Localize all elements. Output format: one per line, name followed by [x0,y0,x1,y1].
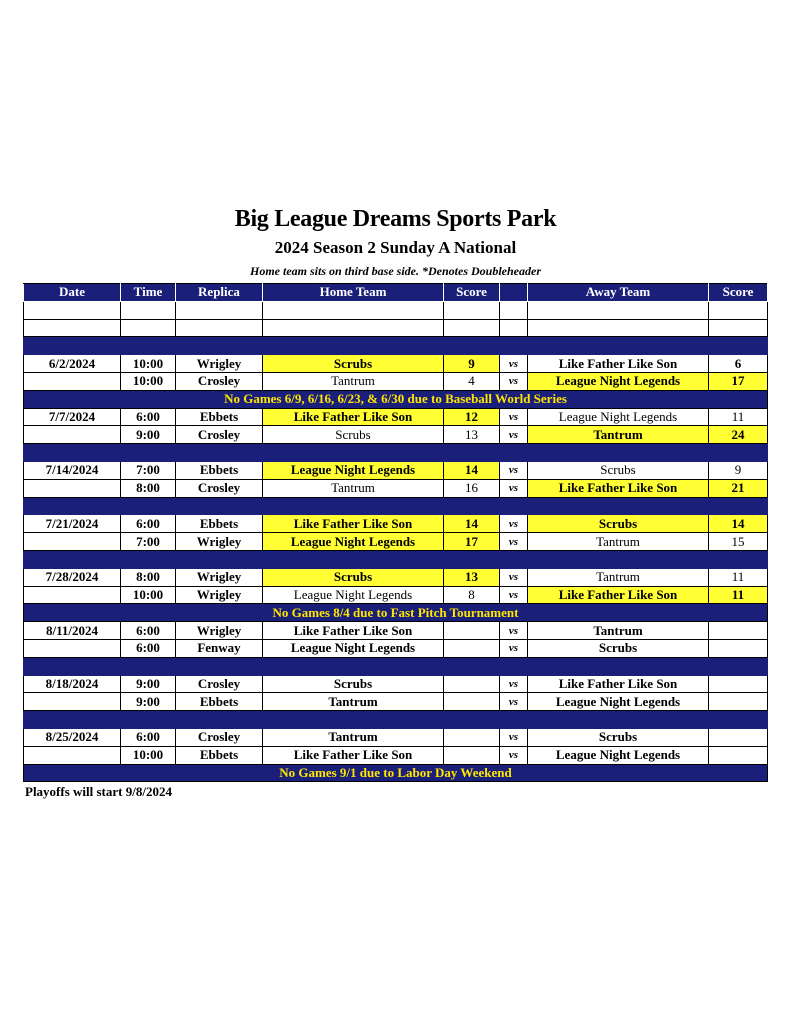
table-row [24,355,768,373]
band-cell [528,657,709,675]
replica-field: Ebbets [176,408,263,426]
away-team: Scrubs [528,515,709,533]
away-score [709,693,768,711]
away-score: 24 [709,426,768,444]
empty-cell [528,319,709,337]
empty-cell [263,301,444,319]
home-team: League Night Legends [263,533,444,551]
band-cell [176,337,263,355]
game-date [24,372,121,390]
band-cell [121,444,176,462]
away-score [709,639,768,657]
home-team: Like Father Like Son [263,408,444,426]
schedule-table [23,283,768,782]
band-cell [500,711,528,729]
game-time: 7:00 [121,461,176,479]
band-cell [500,337,528,355]
band-cell [121,497,176,515]
home-team: League Night Legends [263,461,444,479]
vs-label: vs [500,461,528,479]
replica-field: Ebbets [176,515,263,533]
away-team: Tantrum [528,622,709,640]
band-cell [444,711,500,729]
band-cell [528,337,709,355]
band-cell [121,550,176,568]
game-date [24,479,121,497]
game-date [24,746,121,764]
band-cell [444,337,500,355]
band-cell [176,657,263,675]
home-team: Tantrum [263,479,444,497]
away-team: League Night Legends [528,372,709,390]
table-row [24,515,768,533]
vs-label: vs [500,746,528,764]
away-team: Like Father Like Son [528,479,709,497]
empty-cell [500,319,528,337]
band-cell [709,337,768,355]
band-cell [176,550,263,568]
game-date [24,426,121,444]
away-team: Scrubs [528,728,709,746]
away-score: 15 [709,533,768,551]
band-cell [263,337,444,355]
band-cell [444,550,500,568]
band-cell [709,550,768,568]
vs-label: vs [500,693,528,711]
away-team: Scrubs [528,461,709,479]
separator-band [24,550,768,568]
replica-field: Crosley [176,372,263,390]
empty-cell [500,301,528,319]
band-cell [500,550,528,568]
band-cell [528,444,709,462]
home-team: Scrubs [263,568,444,586]
away-team: Like Father Like Son [528,586,709,604]
home-score [444,728,500,746]
away-team: Tantrum [528,568,709,586]
game-date [24,586,121,604]
header-away-team: Away Team [528,284,709,302]
empty-cell [121,319,176,337]
separator-band [24,337,768,355]
game-time: 10:00 [121,586,176,604]
home-score: 4 [444,372,500,390]
game-time: 6:00 [121,728,176,746]
table-row [24,408,768,426]
band-cell [500,444,528,462]
empty-cell [444,301,500,319]
band-cell [121,337,176,355]
vs-label: vs [500,426,528,444]
table-row [24,639,768,657]
vs-label: vs [500,515,528,533]
away-team: League Night Legends [528,693,709,711]
game-date [24,533,121,551]
away-team: Like Father Like Son [528,675,709,693]
away-score: 9 [709,461,768,479]
game-time: 9:00 [121,426,176,444]
band-cell [24,657,121,675]
game-time: 6:00 [121,622,176,640]
away-score: 11 [709,568,768,586]
header-time: Time [121,284,176,302]
band-cell [24,444,121,462]
game-date: 8/18/2024 [24,675,121,693]
away-score [709,746,768,764]
game-time: 8:00 [121,479,176,497]
empty-cell [444,319,500,337]
band-cell [444,657,500,675]
table-row [24,586,768,604]
game-date: 8/11/2024 [24,622,121,640]
home-team: League Night Legends [263,586,444,604]
home-score: 12 [444,408,500,426]
away-score [709,675,768,693]
home-score: 9 [444,355,500,373]
table-header-row [24,284,768,302]
band-cell [528,497,709,515]
replica-field: Crosley [176,728,263,746]
game-time: 10:00 [121,746,176,764]
table-row [24,622,768,640]
vs-label: vs [500,372,528,390]
table-row [24,372,768,390]
home-team: Scrubs [263,355,444,373]
empty-cell [528,301,709,319]
away-score: 6 [709,355,768,373]
table-row [24,693,768,711]
band-cell [176,444,263,462]
empty-cell [121,301,176,319]
game-time: 6:00 [121,639,176,657]
home-team: Scrubs [263,675,444,693]
vs-label: vs [500,675,528,693]
replica-field: Wrigley [176,355,263,373]
away-team: Tantrum [528,533,709,551]
away-team: League Night Legends [528,408,709,426]
empty-row [24,301,768,319]
playoffs-note: Playoffs will start 9/8/2024 [25,784,172,799]
replica-field: Wrigley [176,586,263,604]
band-cell [709,497,768,515]
no-games-notice [24,764,768,782]
notice-text: No Games 8/4 due to Fast Pitch Tournament [24,604,768,622]
schedule-body [24,301,768,782]
away-score: 14 [709,515,768,533]
home-team: League Night Legends [263,639,444,657]
header-vs [500,284,528,302]
game-date [24,639,121,657]
empty-cell [24,301,121,319]
table-row [24,461,768,479]
replica-field: Wrigley [176,622,263,640]
table-row [24,728,768,746]
header-date: Date [24,284,121,302]
separator-band [24,657,768,675]
home-team: Like Father Like Son [263,746,444,764]
home-score [444,639,500,657]
home-score: 13 [444,426,500,444]
away-team: Tantrum [528,426,709,444]
band-cell [500,657,528,675]
away-score [709,622,768,640]
no-games-notice [24,604,768,622]
no-games-notice [24,390,768,408]
band-cell [528,550,709,568]
away-team: League Night Legends [528,746,709,764]
replica-field: Wrigley [176,568,263,586]
replica-field: Crosley [176,426,263,444]
table-row [24,746,768,764]
band-cell [709,657,768,675]
band-cell [24,337,121,355]
away-score: 17 [709,372,768,390]
table-row [24,533,768,551]
game-time: 8:00 [121,568,176,586]
game-time: 9:00 [121,693,176,711]
header-home-score: Score [444,284,500,302]
home-team: Tantrum [263,372,444,390]
game-time: 10:00 [121,355,176,373]
separator-band [24,444,768,462]
page-title: Big League Dreams Sports Park [234,206,557,232]
page-subtitle: 2024 Season 2 Sunday A National [274,238,517,257]
game-date [24,693,121,711]
away-team: Scrubs [528,639,709,657]
band-cell [528,711,709,729]
separator-band [24,711,768,729]
band-cell [24,497,121,515]
band-cell [444,497,500,515]
band-cell [121,657,176,675]
band-cell [24,711,121,729]
vs-label: vs [500,408,528,426]
table-row [24,479,768,497]
replica-field: Ebbets [176,693,263,711]
replica-field: Crosley [176,479,263,497]
notice-text: No Games 9/1 due to Labor Day Weekend [24,764,768,782]
home-team: Tantrum [263,693,444,711]
home-score: 14 [444,461,500,479]
home-team: Like Father Like Son [263,515,444,533]
vs-label: vs [500,479,528,497]
home-score [444,675,500,693]
empty-cell [176,301,263,319]
table-row [24,568,768,586]
replica-field: Wrigley [176,533,263,551]
replica-field: Crosley [176,675,263,693]
band-cell [444,444,500,462]
band-cell [263,550,444,568]
table-row [24,426,768,444]
game-time: 10:00 [121,372,176,390]
home-team: Tantrum [263,728,444,746]
game-date: 7/7/2024 [24,408,121,426]
away-score: 11 [709,586,768,604]
replica-field: Fenway [176,639,263,657]
header-replica: Replica [176,284,263,302]
home-score [444,746,500,764]
notice-text: No Games 6/9, 6/16, 6/23, & 6/30 due to Baseball World Series [24,390,768,408]
vs-label: vs [500,622,528,640]
game-time: 6:00 [121,515,176,533]
away-score [709,728,768,746]
band-cell [176,497,263,515]
home-score: 16 [444,479,500,497]
game-date: 7/21/2024 [24,515,121,533]
band-cell [176,711,263,729]
vs-label: vs [500,639,528,657]
table-row [24,675,768,693]
game-date: 7/28/2024 [24,568,121,586]
game-date: 7/14/2024 [24,461,121,479]
home-team: Like Father Like Son [263,622,444,640]
band-cell [263,497,444,515]
empty-row [24,319,768,337]
game-time: 6:00 [121,408,176,426]
vs-label: vs [500,533,528,551]
empty-cell [709,319,768,337]
vs-label: vs [500,586,528,604]
band-cell [263,657,444,675]
band-cell [121,711,176,729]
header-home-team: Home Team [263,284,444,302]
away-score: 21 [709,479,768,497]
vs-label: vs [500,728,528,746]
replica-field: Ebbets [176,746,263,764]
empty-cell [709,301,768,319]
band-cell [709,444,768,462]
game-date: 6/2/2024 [24,355,121,373]
band-cell [24,550,121,568]
home-score: 17 [444,533,500,551]
header-away-score: Score [709,284,768,302]
vs-label: vs [500,355,528,373]
away-score: 11 [709,408,768,426]
band-cell [709,711,768,729]
home-score [444,622,500,640]
home-score: 8 [444,586,500,604]
home-score [444,693,500,711]
separator-band [24,497,768,515]
home-score: 14 [444,515,500,533]
vs-label: vs [500,568,528,586]
game-date: 8/25/2024 [24,728,121,746]
replica-field: Ebbets [176,461,263,479]
home-score: 13 [444,568,500,586]
band-cell [500,497,528,515]
game-time: 7:00 [121,533,176,551]
away-team: Like Father Like Son [528,355,709,373]
band-cell [263,711,444,729]
schedule-note: Home team sits on third base side. *Denotes Doubleheader [250,264,541,278]
home-team: Scrubs [263,426,444,444]
empty-cell [263,319,444,337]
band-cell [263,444,444,462]
empty-cell [176,319,263,337]
game-time: 9:00 [121,675,176,693]
empty-cell [24,319,121,337]
